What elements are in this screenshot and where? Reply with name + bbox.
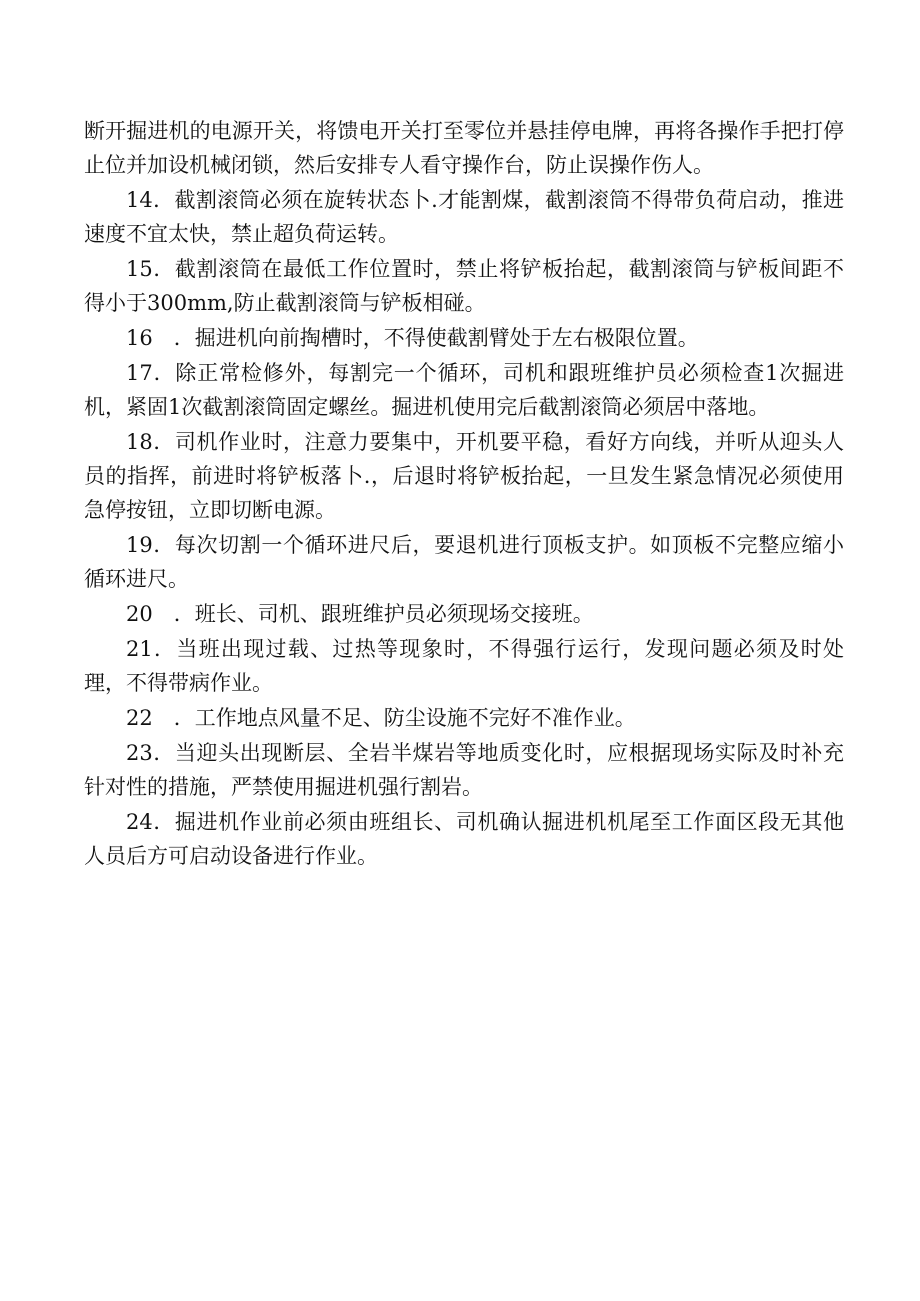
paragraph-16: 16 ．掘进机向前掏槽时，不得使截割臂处于左右极限位置。 [126,326,699,350]
paragraph-23: 23．当迎头出现断层、全岩半煤岩等地质变化时，应根据现场实际及时补充针对性的措施，严禁使用掘进机强行割岩。 [84,741,844,799]
paragraph-18: 18．司机作业时，注意力要集中，开机要平稳，看好方向线，并听从迎头人员的指挥，前进时将铲板落卜.，后退时将铲板抬起，一旦发生紧急情况必须使用急停按钮，立即切断电源。 [84,430,844,522]
paragraph-13-continued: 断开掘进机的电源开关，将馈电开关打至零位并悬挂停电牌，再将各操作手把打停止位并加设机械闭锁，然后安排专人看守操作台，防止误操作伤人。 [84,119,844,177]
paragraph-17: 17．除正常检修外，每割完一个循环，司机和跟班维护员必须检查1次掘进机，紧固1次截割滚筒固定螺丝。掘进机使用完后截割滚筒必须居中落地。 [84,361,844,419]
paragraph-14: 14．截割滚筒必须在旋转状态卜.才能割煤，截割滚筒不得带负荷启动，推进速度不宜太快，禁止超负荷运转。 [84,188,844,246]
paragraph-21: 21．当班出现过载、过热等现象时，不得强行运行，发现问题必须及时处理，不得带病作业。 [84,637,844,695]
paragraph-24: 24．掘进机作业前必须由班组长、司机确认掘进机机尾至工作面区段无其他人员后方可启动设备进行作业。 [84,810,844,868]
document-page [84,114,844,874]
paragraph-15: 15．截割滚筒在最低工作位置时，禁止将铲板抬起，截割滚筒与铲板间距不得小于300mm,防止截割滚筒与铲板相碰。 [84,257,844,315]
paragraph-22: 22 ．工作地点风量不足、防尘设施不完好不准作业。 [126,706,636,730]
paragraph-20: 20 ．班长、司机、跟班维护员必须现场交接班。 [126,602,594,626]
paragraph-19: 19．每次切割一个循环进尺后，要退机进行顶板支护。如顶板不完整应缩小循环进尺。 [84,533,844,591]
